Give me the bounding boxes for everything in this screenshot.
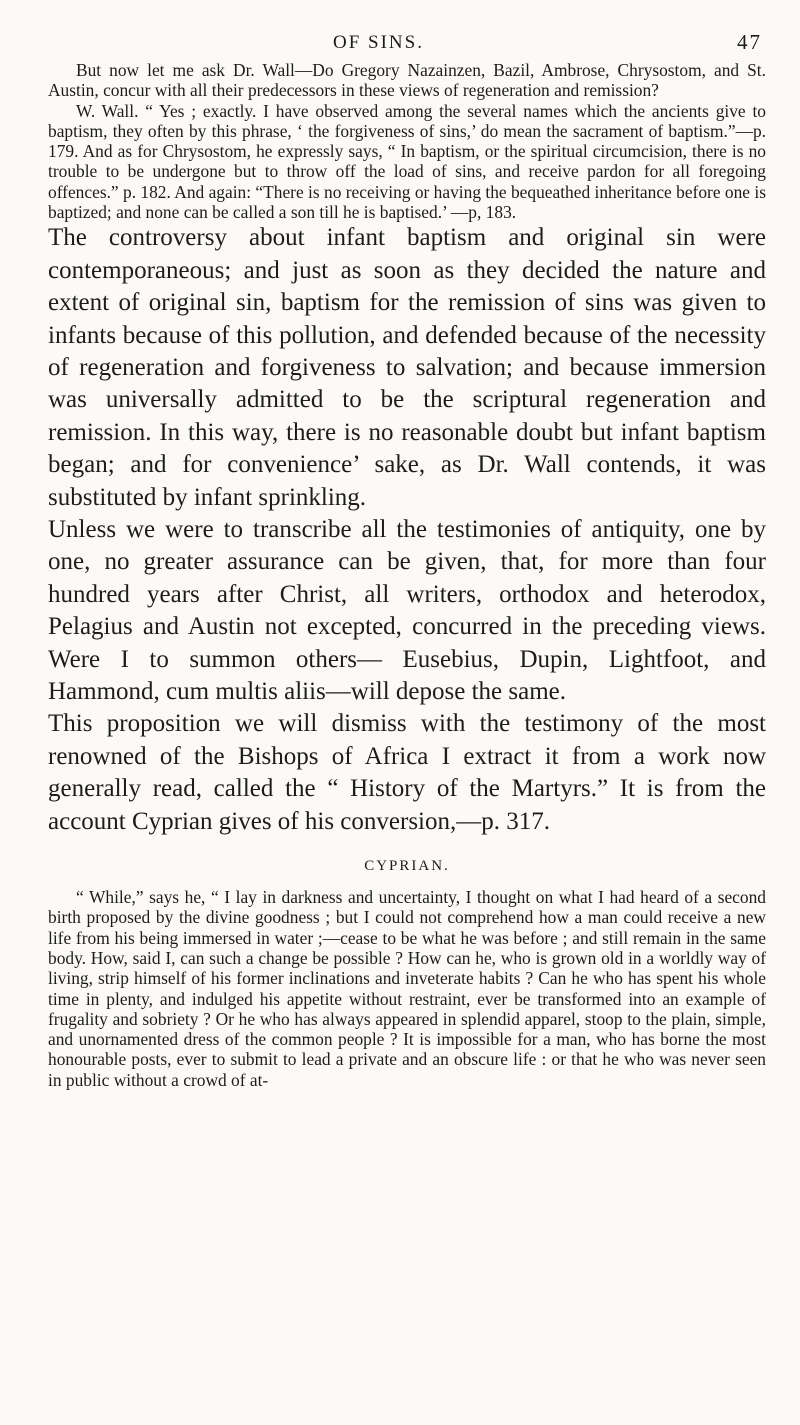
paragraph: Unless we were to transcribe all the testimonies of antiquity, one by one, no greater assurance can be given, that, for more than four hundred years after Christ, all writers, orthodox and heterodox, Pelagius and Austin not excepted, concurred in the preceding views. Were I to summon others— Eusebius, Dupin, Lightfoot, and Hammond, cum multis aliis—will depose the same. bbox=[48, 516, 766, 706]
paragraph: This proposition we will dismiss with the testimony of the most renowned of the Bishops of Africa I extract it from a work now generally read, called the “ History of the Martyrs.” It is from the account Cyprian gives of his conversion,—p. 317. bbox=[48, 710, 766, 835]
running-head-title: OF SINS. bbox=[333, 32, 424, 53]
paragraph: W. Wall. “ Yes ; exactly. I have observed among the several names which the ancients give to baptism, they often by this phrase, ‘ the forgiveness of sins,’ do mean the sacrament of baptism.”—p. 179. And as for Chrysostom, he expressly says, “ In baptism, or the spiritual circumcision, there is no trouble to be undergone but to throw off the load of sins, and receive pardon for all foregoing offences.” p. 182. And again: “There is no receiving or having the bequeathed inheritance before one is baptized; and none can be called a son till he is baptised.’ —p, 183. bbox=[48, 100, 766, 223]
main-text bbox=[48, 222, 766, 838]
section-heading: CYPRIAN. bbox=[364, 858, 450, 875]
opening-passage bbox=[48, 60, 766, 222]
paragraph: But now let me ask Dr. Wall—Do Gregory Nazainzen, Bazil, Ambrose, Chrysostom, and St. Austin, concur with all their predecessors in these views of regeneration and remission? bbox=[48, 60, 766, 101]
cyprian-quote bbox=[48, 887, 766, 1090]
paragraph: “ While,” says he, “ I lay in darkness and uncertainty, I thought on what I had heard of a second birth proposed by the divine goodness ; but I could not comprehend how a man could receive a new life from his being immersed in water ;—cease to be what he was before ; and still remain in the same body. How, said I, can such a change be possible ? How can he, who is grown old in a worldly way of living, strip himself of his former inclinations and inveterate habits ? Can he who has spent his whole time in plenty, and indulged his appetite without restraint, ever be transformed into an example of frugality and sobriety ? Or he who has always appeared in splendid apparel, stoop to the plain, simple, and unornamented dress of the common people ? It is impossible for a man, who has borne the most honourable posts, ever to submit to lead a private and an obscure life : or that he who was never seen in public without a crowd of at- bbox=[48, 887, 766, 1090]
running-head bbox=[48, 30, 766, 60]
paragraph: The controversy about infant baptism and original sin were contemporaneous; and just as soon as they decided the nature and extent of original sin, baptism for the remission of sins was given to infants because of this pollution, and defended because of the necessity of regeneration and forgiveness to salvation; and because immersion was universally admitted to be the scriptural regeneration and remission. In this way, there is no reasonable doubt but infant baptism began; and for convenience’ sake, as Dr. Wall contends, it was substituted by infant sprinkling. bbox=[48, 224, 766, 511]
book-page bbox=[48, 30, 766, 1090]
page-number: 47 bbox=[737, 30, 762, 54]
